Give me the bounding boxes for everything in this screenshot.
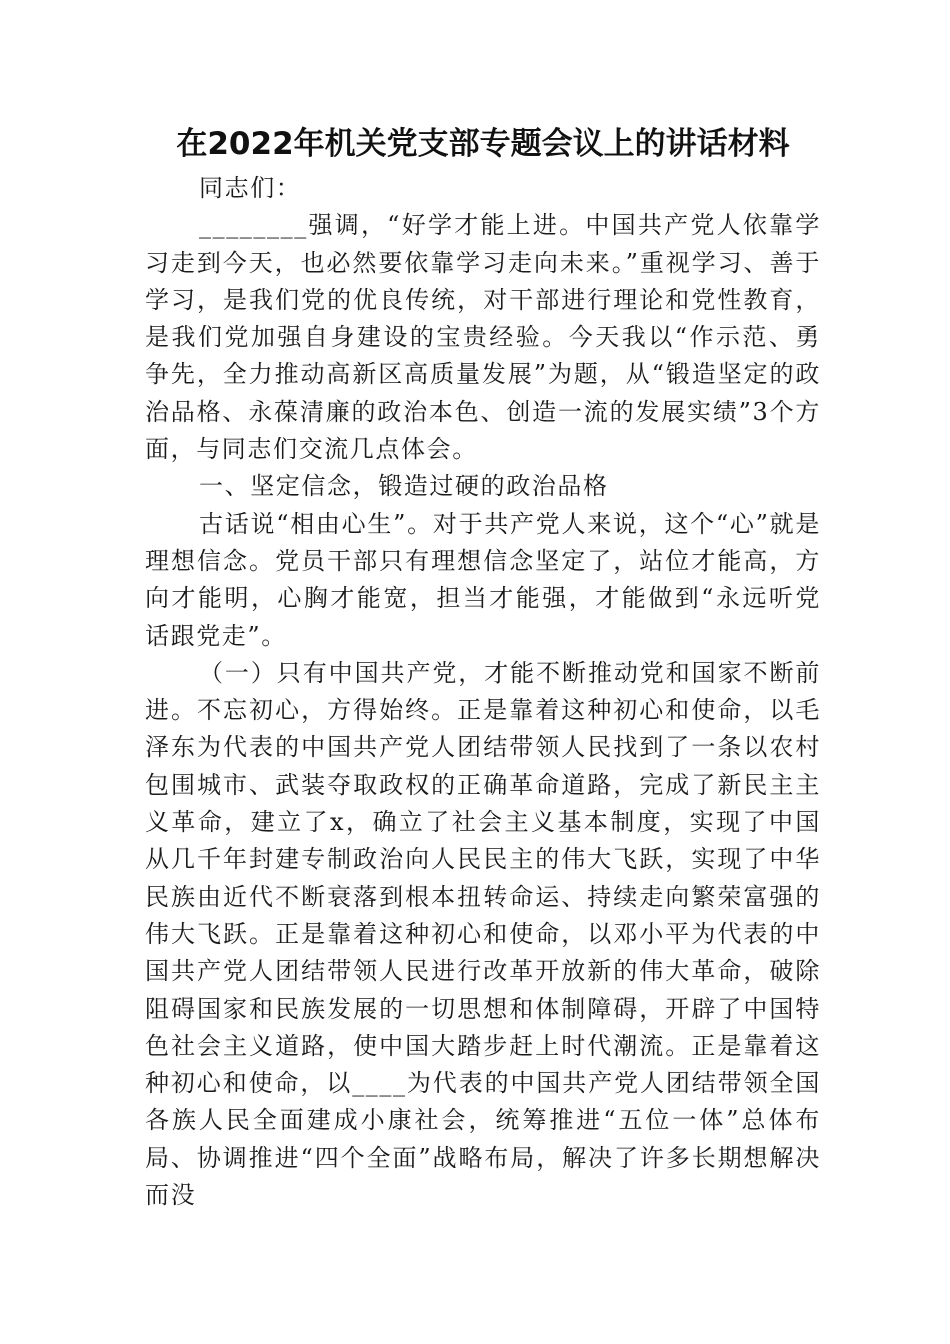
belief-paragraph: 古话说“相由心生”。对于共产党人来说，这个“心”就是理想信念。党员干部只有理想信念坚定了，站位才能高，方向才能明，心胸才能宽，担当才能强，才能做到“永远听党话跟党走”。: [145, 509, 821, 650]
salutation-paragraph: 同志们：: [199, 174, 302, 202]
section-heading: 一、坚定信念，锻造过硬的政治品格: [199, 472, 609, 501]
document-body: [145, 170, 821, 1214]
subsection-paragraph: （一）只有中国共产党，才能不断推动党和国家不断前进。不忘初心，方得始终。正是靠着这种初心和使命，以毛泽东为代表的中国共产党人团结带领人民找到了一条以农村包围城市、武装夺取政权的正确革命道路，完成了新民主主义革命，建立了x，确立了社会主义基本制度，实现了中国从几千年封建专制政治向人民民主的伟大飞跃，实现了中华民族由近代不断衰落到根本扭转命运、持续走向繁荣富强的伟大飞跃。正是靠着这种初心和使命，以邓小平为代表的中国共产党人团结带领人民进行改革开放新的伟大革命，破除阻碍国家和民族发展的一切思想和体制障碍，开辟了中国特色社会主义道路，使中国大踏步赶上时代潮流。正是靠着这种初心和使命，以____为代表的中国共产党人团结带领全国各族人民全面建成小康社会，统筹推进“五位一体”总体布局、协调推进“四个全面”战略布局，解决了许多长期想解决而没: [145, 658, 821, 1210]
document-title: 在2022年机关党支部专题会议上的讲话材料: [176, 126, 790, 162]
document-page: [145, 118, 821, 1214]
intro-paragraph: ________强调，“好学才能上进。中国共产党人依靠学习走到今天，也必然要依靠学习走向未来。”重视学习、善于学习，是我们党的优良传统，对干部进行理论和党性教育，是我们党加强自身建设的宝贵经验。今天我以“作示范、勇争先，全力推动高新区高质量发展”为题，从“锻造坚定的政治品格、永葆清廉的政治本色、创造一流的发展实绩”3个方面，与同志们交流几点体会。: [145, 211, 821, 464]
